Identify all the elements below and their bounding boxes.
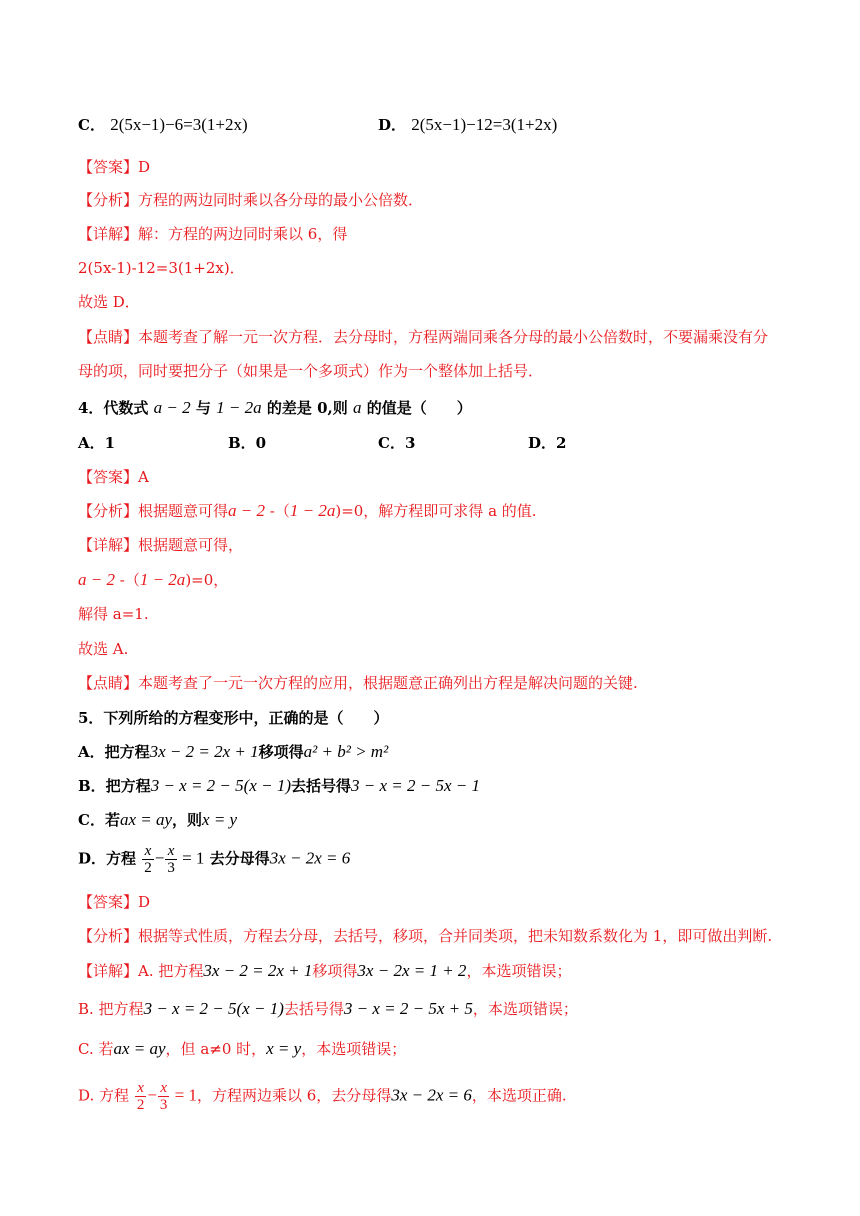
detail-text: A. 把方程 bbox=[138, 962, 204, 980]
analysis-text: 方程的两边同时乘以各分母的最小公倍数． bbox=[138, 191, 424, 209]
detail-text: -（ bbox=[114, 571, 140, 589]
analysis-tag: 【分析】 bbox=[78, 191, 139, 209]
answer-line bbox=[78, 891, 150, 913]
detail-tag: 【详解】 bbox=[78, 536, 139, 554]
detail-text: ，本选项错误； bbox=[472, 1000, 578, 1018]
fraction bbox=[135, 1080, 147, 1113]
fraction bbox=[165, 843, 177, 876]
comment-line bbox=[78, 672, 638, 694]
answer-value: D bbox=[138, 893, 151, 911]
fraction-numerator: x bbox=[165, 843, 177, 860]
stem-text: 与 bbox=[195, 399, 211, 417]
answer-line bbox=[78, 156, 150, 178]
analysis-text: -（ bbox=[265, 502, 290, 520]
detail-line bbox=[78, 534, 243, 556]
detail-text: 移项得 bbox=[312, 962, 358, 980]
detail-math: 3x − 2 = 2x + 1 bbox=[203, 961, 313, 980]
q5-option-b bbox=[78, 775, 480, 797]
q4-option-a: A．1 bbox=[78, 434, 116, 452]
detail-text: 根据题意可得， bbox=[138, 536, 244, 554]
detail-text: C. 若 bbox=[78, 1040, 114, 1058]
analysis-text: 根据等式性质，方程去分母，去括号，移项，合并同类项，把未知数系数化为 1，即可做出判断. bbox=[138, 927, 773, 945]
q4-option-d: D．2 bbox=[528, 434, 567, 452]
detail-math: 1 − 2a bbox=[139, 570, 186, 589]
detail-math: 3x − 2x = 1 + 2 bbox=[357, 961, 467, 980]
detail-text: ，本选项错误； bbox=[466, 962, 572, 980]
fraction-numerator: x bbox=[158, 1080, 170, 1097]
comment-line bbox=[78, 326, 768, 348]
detail-math: 3 − x = 2 − 5x + 5 bbox=[343, 999, 473, 1018]
option-math: a² + b² > m² bbox=[303, 742, 389, 761]
option-equation: 2(5x−1)−12=3(1+2x) bbox=[411, 115, 558, 134]
analysis-tag: 【分析】 bbox=[78, 502, 139, 520]
analysis-line bbox=[78, 925, 772, 947]
answer-line bbox=[78, 466, 149, 488]
stem-text: 的差是 0,则 bbox=[266, 399, 348, 417]
question-4-stem bbox=[78, 397, 472, 419]
detail-math: 3 − x = 2 − 5(x − 1) bbox=[143, 999, 284, 1018]
detail-tag: 【详解】 bbox=[78, 225, 139, 243]
comment-text: 本题考查了解一元一次方程．去分母时，方程两端同乘各分母的最小公倍数时，不要漏乘没有分 bbox=[138, 328, 769, 346]
q5-option-d bbox=[78, 843, 350, 876]
fraction-rhs: = 1 bbox=[170, 1085, 197, 1105]
q5-option-a bbox=[78, 741, 388, 763]
analysis-line bbox=[78, 500, 537, 522]
detail-b-line bbox=[78, 998, 578, 1020]
analysis-math: a − 2 bbox=[228, 501, 266, 520]
fraction-denominator: 3 bbox=[159, 1097, 168, 1113]
answer-tag: 【答案】 bbox=[78, 158, 139, 176]
analysis-text: )=0，解方程即可求得 a 的值. bbox=[335, 502, 537, 520]
option-text: C．若 bbox=[78, 811, 120, 829]
stem-text: 4．代数式 bbox=[78, 399, 149, 417]
comment-continuation: 母的项，同时要把分子（如果是一个多项式）作为一个整体加上括号． bbox=[78, 362, 544, 380]
detail-text: 解：方程的两边同时乘以 6，得 bbox=[138, 225, 348, 243]
choose-line: 故选 A. bbox=[78, 640, 129, 658]
detail-math: a − 2 bbox=[78, 570, 115, 589]
detail-a-line bbox=[78, 960, 571, 982]
question-5-stem: 5．下列所给的方程变形中，正确的是（ ） bbox=[78, 709, 389, 727]
option-label: C． bbox=[78, 116, 105, 134]
fraction-numerator: x bbox=[135, 1080, 147, 1097]
option-math: 3x − 2x = 6 bbox=[269, 848, 351, 868]
fraction bbox=[142, 843, 154, 876]
fraction-denominator: 2 bbox=[144, 860, 152, 876]
option-text: D．方程 bbox=[78, 849, 137, 868]
detail-line bbox=[78, 223, 347, 245]
answer-value: A bbox=[138, 468, 149, 486]
detail-equation bbox=[78, 569, 228, 591]
option-math: 3x − 2 = 2x + 1 bbox=[149, 742, 259, 761]
option-text: 去括号得 bbox=[291, 777, 352, 795]
stem-text: 的值是（ ） bbox=[366, 399, 472, 417]
fraction-denominator: 3 bbox=[167, 860, 175, 876]
option-math: 3 − x = 2 − 5(x − 1) bbox=[150, 776, 291, 795]
comment-tag: 【点睛】 bbox=[78, 674, 139, 692]
option-text: B．把方程 bbox=[78, 777, 151, 795]
option-equation: 2(5x−1)−6=3(1+2x) bbox=[110, 115, 248, 134]
detail-text: B. 把方程 bbox=[78, 1000, 144, 1018]
analysis-math: 1 − 2a bbox=[289, 501, 336, 520]
option-label: D． bbox=[378, 116, 407, 134]
analysis-text: 根据题意可得 bbox=[138, 502, 229, 520]
option-math: ax = ay bbox=[119, 810, 173, 829]
q4-option-c: C．3 bbox=[378, 434, 416, 452]
option-text: ，则 bbox=[172, 811, 203, 829]
detail-tag: 【详解】 bbox=[78, 962, 139, 980]
option-math: 3 − x = 2 − 5x − 1 bbox=[351, 776, 480, 795]
choose-line: 故选 D． bbox=[78, 293, 140, 311]
fraction-rhs: = 1 bbox=[177, 848, 205, 868]
stem-math: a bbox=[352, 398, 362, 417]
solve-line: 解得 a=1. bbox=[78, 605, 149, 623]
detail-d-line bbox=[78, 1080, 567, 1113]
detail-text: D. 方程 bbox=[78, 1086, 130, 1105]
detail-text: ，方程两边乘以 6，去分母得 bbox=[197, 1086, 392, 1105]
q5-option-c bbox=[78, 809, 237, 831]
analysis-line bbox=[78, 189, 423, 211]
detail-math: ax = ay bbox=[113, 1039, 166, 1058]
comment-text: 本题考查了一元一次方程的应用，根据题意正确列出方程是解决问题的关键. bbox=[138, 674, 638, 692]
fraction-denominator: 2 bbox=[136, 1097, 145, 1113]
detail-math: x = y bbox=[266, 1039, 302, 1058]
answer-tag: 【答案】 bbox=[78, 893, 139, 911]
minus-sign: − bbox=[147, 1085, 157, 1105]
option-text: A．把方程 bbox=[78, 743, 150, 761]
fraction bbox=[158, 1080, 170, 1113]
answer-value: D bbox=[138, 158, 151, 176]
option-text: 移项得 bbox=[258, 743, 304, 761]
analysis-tag: 【分析】 bbox=[78, 927, 139, 945]
option-d bbox=[378, 114, 557, 136]
minus-sign: − bbox=[154, 848, 165, 868]
fraction-numerator: x bbox=[142, 843, 154, 860]
detail-text: )=0， bbox=[185, 571, 229, 589]
option-math: x = y bbox=[202, 810, 238, 829]
detail-text: ，但 a≠0 时， bbox=[165, 1040, 267, 1058]
option-c bbox=[78, 114, 248, 136]
detail-math: 3x − 2x = 6 bbox=[391, 1085, 472, 1105]
answer-tag: 【答案】 bbox=[78, 468, 139, 486]
detail-c-line bbox=[78, 1038, 406, 1060]
q4-option-b: B．0 bbox=[228, 434, 267, 452]
stem-math: 1 − 2a bbox=[216, 398, 262, 417]
option-text: 去分母得 bbox=[209, 849, 270, 868]
detail-text: ，本选项正确. bbox=[471, 1086, 567, 1105]
detail-text: ，本选项错误； bbox=[301, 1040, 407, 1058]
comment-tag: 【点睛】 bbox=[78, 328, 139, 346]
detail-equation: 2(5x-1)-12=3(1+2x)． bbox=[78, 259, 245, 277]
stem-math: a − 2 bbox=[153, 398, 191, 417]
detail-text: 去括号得 bbox=[283, 1000, 344, 1018]
